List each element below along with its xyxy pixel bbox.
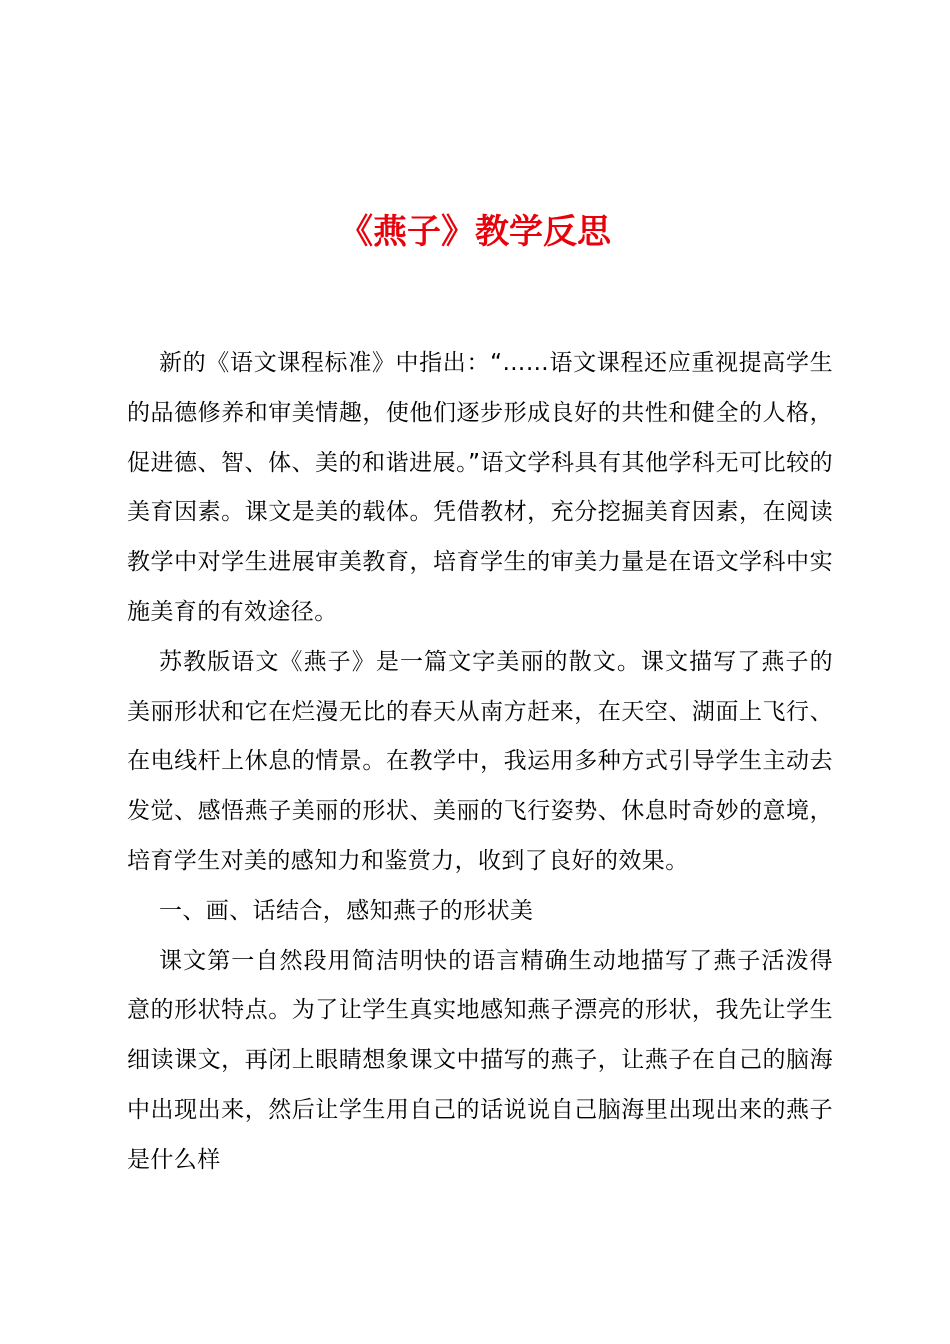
document-title: 《燕子》教学反思: [339, 212, 611, 252]
paragraph-text-overview: 苏教版语文《燕子》是一篇文字美丽的散文。课文描写了燕子的美丽形状和它在烂漫无比的春天从南方赶来，在天空、湖面上飞行、在电线杆上休息的情景。在教学中，我运用多种方式引导学生主动去发觉、感悟燕子美丽的形状、美丽的飞行姿势、休息时奇妙的意境，培育学生对美的感知力和鉴赏力，收到了良好的效果。: [127, 648, 833, 874]
paragraph-intro: 新的《语文课程标准》中指出：“……语文课程还应重视提高学生的品德修养和审美情趣，使他们逐步形成良好的共性和健全的人格，促进德、智、体、美的和谐进展。”语文学科具有其他学科无可比较的美育因素。课文是美的载体。凭借教材，充分挖掘美育因素，在阅读教学中对学生进展审美教育，培育学生的审美力量是在语文学科中实施美育的有效途径。: [127, 350, 833, 625]
document-body: [127, 339, 833, 1186]
paragraph-section-1: 课文第一自然段用简洁明快的语言精确生动地描写了燕子活泼得意的形状特点。为了让学生真实地感知燕子漂亮的形状，我先让学生细读课文，再闭上眼睛想象课文中描写的燕子，让燕子在自己的脑海中出现出来，然后让学生用自己的话说说自己脑海里出现出来的燕子是什么样: [127, 947, 833, 1173]
section-heading-1: 一、画、话结合，感知燕子的形状美: [159, 897, 534, 924]
